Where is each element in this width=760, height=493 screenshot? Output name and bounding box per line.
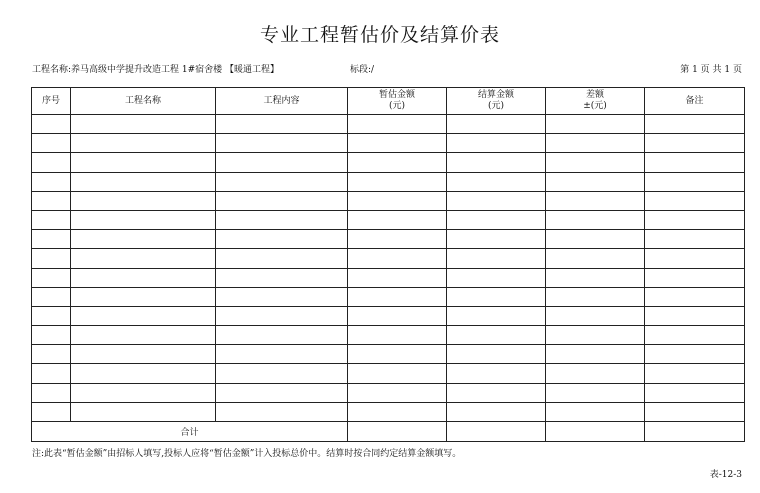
table-cell[interactable] (71, 191, 216, 210)
total-remarks-cell (645, 422, 745, 442)
table-cell[interactable] (32, 249, 71, 268)
table-row (32, 268, 745, 287)
table-cell[interactable] (645, 210, 745, 229)
table-cell[interactable] (546, 287, 645, 306)
table-cell[interactable] (546, 172, 645, 191)
table-cell[interactable] (348, 172, 447, 191)
table-cell[interactable] (348, 402, 447, 421)
table-cell[interactable] (447, 172, 546, 191)
header-difference: 差额 ±(元) (546, 88, 645, 115)
header-estimate-amount: 暂估金额 (元) (348, 88, 447, 115)
estimate-table (31, 87, 745, 442)
table-cell[interactable] (348, 364, 447, 383)
table-cell[interactable] (71, 210, 216, 229)
table-cell[interactable] (645, 134, 745, 153)
table-cell[interactable] (216, 268, 348, 287)
header-project-content: 工程内容 (216, 88, 348, 115)
table-cell[interactable] (216, 345, 348, 364)
table-cell[interactable] (216, 402, 348, 421)
table-cell[interactable] (71, 306, 216, 325)
header-seq: 序号 (32, 88, 71, 115)
table-cell[interactable] (348, 115, 447, 134)
table-cell[interactable] (447, 210, 546, 229)
table-cell[interactable] (645, 115, 745, 134)
table-cell[interactable] (71, 172, 216, 191)
table-cell[interactable] (447, 134, 546, 153)
table-row (32, 210, 745, 229)
table-cell[interactable] (645, 402, 745, 421)
table-cell[interactable] (216, 172, 348, 191)
table-cell[interactable] (216, 249, 348, 268)
table-cell[interactable] (71, 364, 216, 383)
table-cell[interactable] (216, 230, 348, 249)
table-cell[interactable] (645, 268, 745, 287)
table-cell[interactable] (216, 191, 348, 210)
table-cell[interactable] (645, 249, 745, 268)
page-title: 专业工程暂估价及结算价表 (259, 24, 500, 46)
section-info (350, 62, 374, 75)
table-cell[interactable] (546, 402, 645, 421)
table-cell[interactable] (32, 383, 71, 402)
total-settlement-cell (447, 422, 546, 442)
table-cell[interactable] (447, 230, 546, 249)
table-cell[interactable] (348, 345, 447, 364)
table-cell[interactable] (546, 191, 645, 210)
section-value: / (371, 65, 375, 75)
table-cell[interactable] (32, 345, 71, 364)
table-cell[interactable] (32, 230, 71, 249)
table-row (32, 364, 745, 383)
table-cell[interactable] (447, 402, 546, 421)
table-cell[interactable] (32, 268, 71, 287)
table-row (32, 191, 745, 210)
table-cell[interactable] (348, 230, 447, 249)
table-cell[interactable] (71, 230, 216, 249)
table-cell[interactable] (348, 134, 447, 153)
table-cell[interactable] (645, 230, 745, 249)
table-row (32, 306, 745, 325)
table-cell[interactable] (32, 287, 71, 306)
table-cell[interactable] (71, 268, 216, 287)
total-estimate-cell (348, 422, 447, 442)
table-cell[interactable] (546, 210, 645, 229)
table-cell[interactable] (348, 326, 447, 345)
table-cell[interactable] (645, 306, 745, 325)
table-cell[interactable] (447, 191, 546, 210)
table-cell[interactable] (32, 153, 71, 172)
project-label: 工程名称: (32, 65, 72, 75)
table-cell[interactable] (546, 249, 645, 268)
table-cell[interactable] (645, 172, 745, 191)
header-remarks: 备注 (645, 88, 745, 115)
table-cell[interactable] (645, 287, 745, 306)
project-name: 养马高级中学提升改造工程 1#宿舍楼 【暖通工程】 (71, 65, 280, 75)
table-cell[interactable] (216, 287, 348, 306)
table-cell[interactable] (645, 345, 745, 364)
table-cell[interactable] (546, 345, 645, 364)
form-code: 表-12-3 (709, 470, 742, 480)
table-cell[interactable] (546, 230, 645, 249)
table-row (32, 402, 745, 421)
table-cell[interactable] (546, 364, 645, 383)
total-label: 合计 (32, 422, 348, 442)
table-cell[interactable] (216, 364, 348, 383)
table-cell[interactable] (32, 134, 71, 153)
table-cell[interactable] (645, 191, 745, 210)
table-cell[interactable] (546, 115, 645, 134)
table-cell[interactable] (71, 115, 216, 134)
page-indicator: 第 1 页 共 1 页 (680, 65, 742, 75)
table-cell[interactable] (71, 326, 216, 345)
table-cell[interactable] (546, 306, 645, 325)
table-cell[interactable] (32, 210, 71, 229)
table-row (32, 345, 745, 364)
header-row (32, 88, 745, 115)
table-cell[interactable] (71, 134, 216, 153)
table-cell[interactable] (645, 153, 745, 172)
table-cell[interactable] (447, 268, 546, 287)
total-difference-cell (546, 422, 645, 442)
table-cell[interactable] (546, 153, 645, 172)
table-row (32, 230, 745, 249)
table-row (32, 172, 745, 191)
footnote: 注:此表“暂估金额”由招标人填写,投标人应将“暂估金额”计入投标总价中。结算时按合同约定结算金额填写。 (32, 449, 462, 459)
table-cell[interactable] (447, 364, 546, 383)
table-cell[interactable] (447, 287, 546, 306)
table-cell[interactable] (348, 210, 447, 229)
table-cell[interactable] (348, 306, 447, 325)
table-cell[interactable] (216, 326, 348, 345)
table-cell[interactable] (348, 191, 447, 210)
table-row (32, 326, 745, 345)
table-cell[interactable] (71, 153, 216, 172)
table-cell[interactable] (645, 364, 745, 383)
table-cell[interactable] (546, 383, 645, 402)
table-cell[interactable] (348, 268, 447, 287)
header-project-name: 工程名称 (71, 88, 216, 115)
table-cell[interactable] (546, 268, 645, 287)
table-cell[interactable] (71, 249, 216, 268)
table-cell[interactable] (216, 210, 348, 229)
table-cell[interactable] (546, 326, 645, 345)
table-cell[interactable] (348, 249, 447, 268)
table-cell[interactable] (447, 153, 546, 172)
table-cell[interactable] (216, 383, 348, 402)
project-info (32, 62, 279, 75)
table-cell[interactable] (32, 402, 71, 421)
table-cell[interactable] (71, 383, 216, 402)
table-row (32, 134, 745, 153)
table-cell[interactable] (32, 306, 71, 325)
table-cell[interactable] (32, 326, 71, 345)
table-cell[interactable] (447, 326, 546, 345)
table-cell[interactable] (32, 172, 71, 191)
table-row (32, 115, 745, 134)
section-label: 标段: (350, 65, 372, 75)
table-cell[interactable] (348, 383, 447, 402)
table-cell[interactable] (216, 134, 348, 153)
header-settlement-amount: 结算金额 (元) (447, 88, 546, 115)
table-row (32, 249, 745, 268)
table-cell[interactable] (348, 153, 447, 172)
table-cell[interactable] (32, 115, 71, 134)
table-cell[interactable] (71, 345, 216, 364)
table-cell[interactable] (32, 191, 71, 210)
table-cell[interactable] (447, 345, 546, 364)
table-cell[interactable] (71, 287, 216, 306)
table-cell[interactable] (71, 402, 216, 421)
table-row (32, 153, 745, 172)
table-cell[interactable] (216, 115, 348, 134)
table-cell[interactable] (216, 306, 348, 325)
table-row (32, 383, 745, 402)
table-cell[interactable] (216, 153, 348, 172)
table-cell[interactable] (447, 249, 546, 268)
table-cell[interactable] (645, 326, 745, 345)
table-cell[interactable] (447, 115, 546, 134)
table-cell[interactable] (546, 134, 645, 153)
table-cell[interactable] (645, 383, 745, 402)
table-cell[interactable] (447, 306, 546, 325)
total-row (32, 422, 745, 442)
table-cell[interactable] (32, 364, 71, 383)
table-cell[interactable] (447, 383, 546, 402)
table-row (32, 287, 745, 306)
table-cell[interactable] (348, 287, 447, 306)
